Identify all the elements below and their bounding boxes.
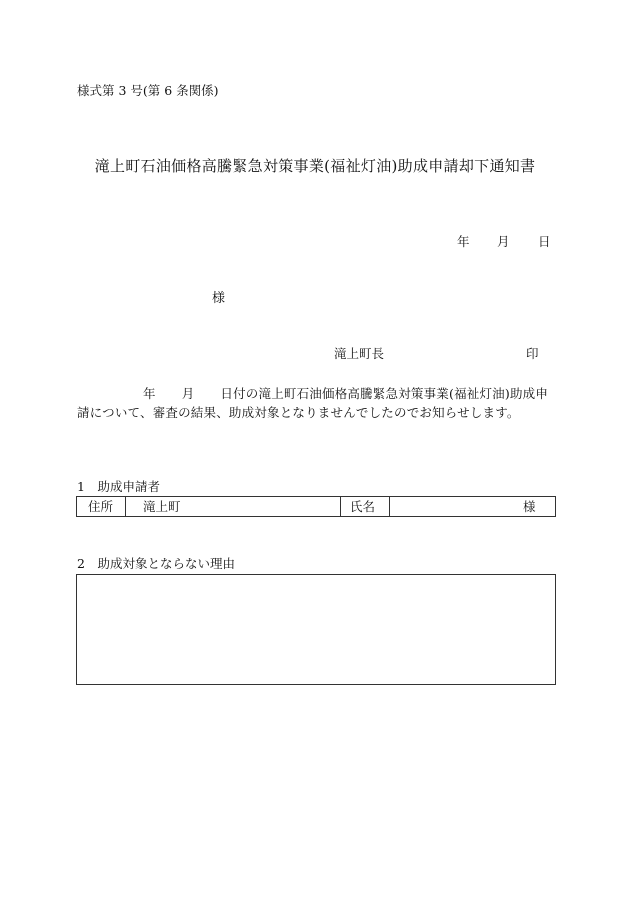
date-year-label: 年 bbox=[457, 234, 470, 249]
address-label: 住所 bbox=[88, 499, 114, 514]
seal-mark: 印 bbox=[526, 346, 539, 361]
body-year-label: 年 bbox=[143, 386, 156, 401]
name-honorific: 様 bbox=[523, 499, 536, 514]
address-value[interactable]: 滝上町 bbox=[143, 499, 181, 514]
name-label: 氏名 bbox=[350, 499, 376, 514]
body-text: 日付の滝上町石油価格高騰緊急対策事業(福祉灯油)助成申請について、審査の結果、助成対象となりませんでしたのでお知らせします。 bbox=[77, 386, 549, 420]
sender-name: 滝上町長 bbox=[334, 346, 385, 361]
section2-heading: 2 助成対象とならない理由 bbox=[77, 556, 235, 571]
date-day-label: 日 bbox=[538, 234, 551, 249]
table-divider bbox=[389, 497, 390, 516]
section1-heading: 1 助成申請者 bbox=[77, 479, 160, 494]
applicant-table bbox=[76, 496, 556, 517]
form-number: 様式第 3 号(第 6 条関係) bbox=[77, 83, 219, 98]
document-title: 滝上町石油価格高騰緊急対策事業(福祉灯油)助成申請却下通知書 bbox=[94, 157, 536, 175]
recipient-honorific: 様 bbox=[212, 291, 226, 306]
notice-body bbox=[77, 384, 557, 422]
date-month-label: 月 bbox=[497, 234, 510, 249]
reason-box[interactable] bbox=[76, 574, 556, 685]
body-month-label: 月 bbox=[181, 386, 195, 401]
table-divider bbox=[125, 497, 126, 516]
table-divider bbox=[340, 497, 341, 516]
